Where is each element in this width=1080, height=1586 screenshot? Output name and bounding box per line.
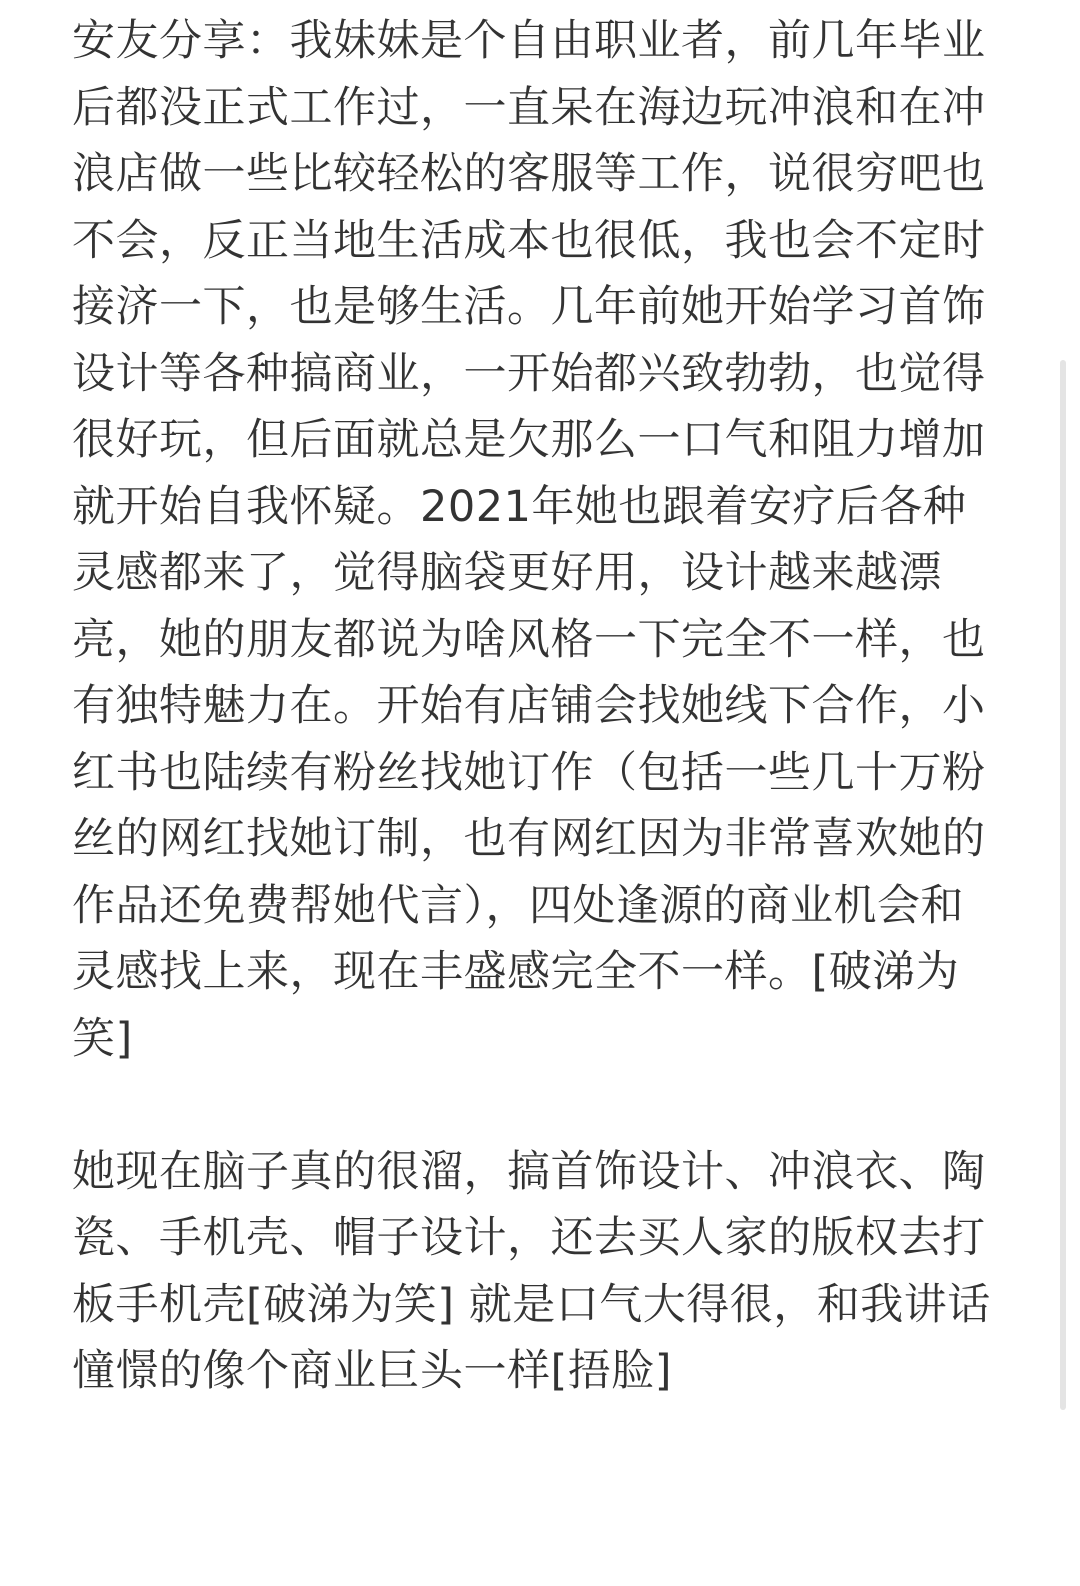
scrollbar-thumb[interactable] <box>1060 360 1066 1410</box>
post-paragraph-1: 安友分享：我妹妹是个自由职业者，前几年毕业后都没正式工作过，一直呆在海边玩冲浪和在冲浪店做一些比较轻松的客服等工作，说很穷吧也不会，反正当地生活成本也很低，我也会不定时接济一下，也是够生活。几年前她开始学习首饰设计等各种搞商业，一开始都兴致勃勃，也觉得很好玩，但后面就总是欠那么一口气和阻力增加就开始自我怀疑。2021年她也跟着安疗后各种灵感都来了，觉得脑袋更好用，设计越来越漂亮，她的朋友都说为啥风格一下完全不一样，也有独特魅力在。开始有店铺会找她线下合作，小红书也陆续有粉丝找她订作（包括一些几十万粉丝的网红找她订制，也有网红因为非常喜欢她的作品还免费帮她代言），四处逢源的商业机会和灵感找上来，现在丰盛感完全不一样。[破涕为笑] <box>72 16 986 1064</box>
post-paragraph-2: 她现在脑子真的很溜，搞首饰设计、冲浪衣、陶瓷、手机壳、帽子设计，还去买人家的版权去打板手机壳[破涕为笑] 就是口气大得很，和我讲话憧憬的像个商业巨头一样[捂脸] <box>72 1146 991 1396</box>
post-body <box>72 8 992 1405</box>
paragraph-spacer <box>72 1072 992 1139</box>
